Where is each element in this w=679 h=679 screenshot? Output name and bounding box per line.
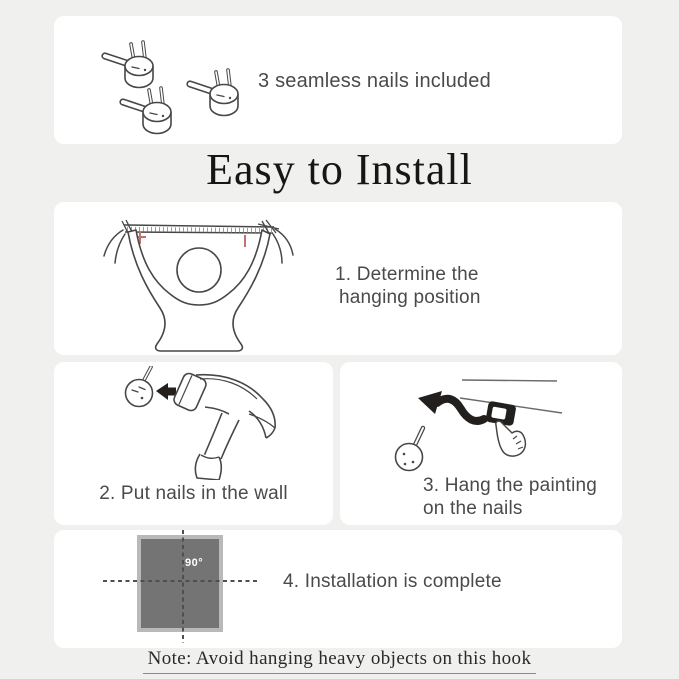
included-nails-card [54,16,622,144]
horizontal-level-dashed-line [103,580,258,582]
frame-ring-onto-nail-hook-illustration [385,373,565,478]
nail-hook-icon [95,28,260,140]
page-title: Easy to Install [206,145,473,194]
level-hung-painting-illustration [137,535,223,632]
step-2-text [54,482,333,505]
step-3-line-2: on the nails [423,498,523,519]
step-4-text [283,570,502,593]
step-2-line-1: 2. Put nails in the wall [99,483,288,504]
step-2-card [54,362,333,525]
step-3-card [340,362,622,525]
step-1-text [335,263,481,309]
step-3-line-1: 3. Hang the painting [423,475,598,496]
step-1-line-2: hanging position [339,287,481,308]
vertical-plumb-dashed-line [182,530,184,643]
step-3-text [423,474,597,520]
step-1-card [54,202,622,355]
step-4-card [54,530,622,648]
warning-note-text: Note: Avoid hanging heavy objects on this hook [143,648,537,674]
angle-label: 90° [185,557,204,569]
person-holding-picture-wire-illustration [98,218,298,353]
hammer-tapping-nail-hook-illustration [118,366,290,480]
included-nails-label: 3 seamless nails included [258,70,491,92]
step-4-line-1: 4. Installation is complete [283,571,502,592]
step-1-line-1: 1. Determine the [335,264,479,285]
warning-note [0,648,679,674]
